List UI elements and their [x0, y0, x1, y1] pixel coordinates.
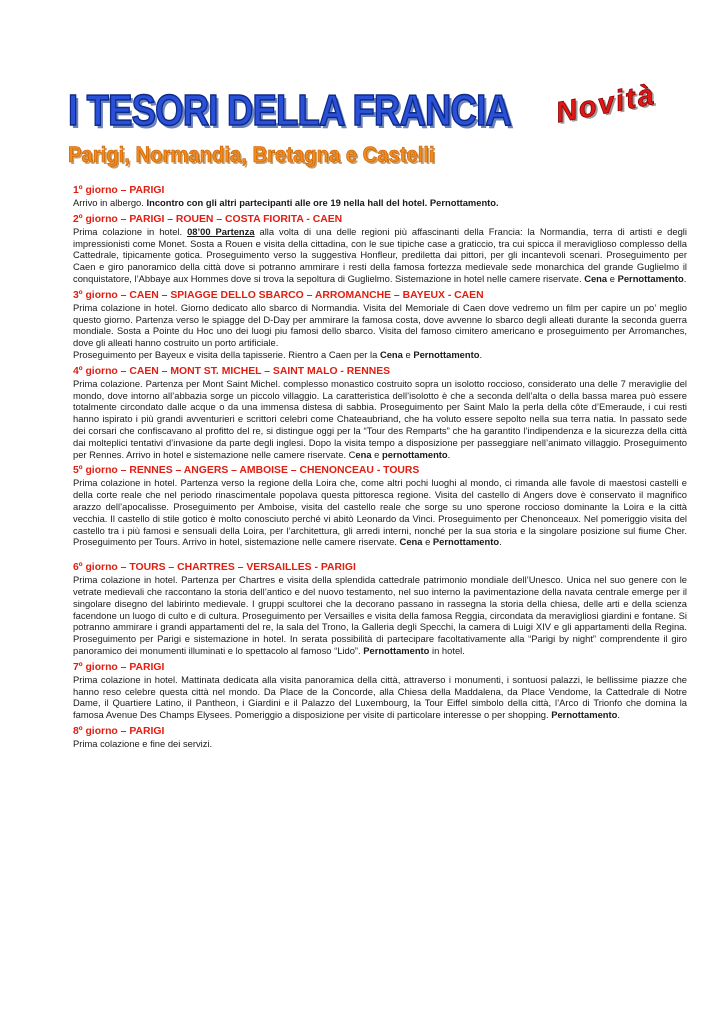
day-description: Prima colazione in hotel. 08’00 Partenza alla volta di una delle regioni più affascinanti della Francia: la Normandia, terra di artisti e degli impressionisti come Monet. Sosta a Rouen e visita della cittadina, con le sue tipiche case a graticcio, tra cui spicca il meraviglioso complesso della Cattedrale, tipicamente gotica. Proseguimento verso la suggestiva Honfleur, prediletta dai pittori, per gli incantevoli scenari. Proseguimento per Caen e giro panoramico della città dove si potranno ammirare i resti della famosa fortezza medievale sede monarchica del grande Guglielmo il conquistatore, l’Abbaye aux Hommes dove si trova la sepoltura di Guglielmo. Sistemazione in hotel nelle camere riservate. Cena e Pernottamento. [73, 225, 687, 284]
day-heading: 3º giorno – CAEN – SPIAGGE DELLO SBARCO – ARROMANCHE – BAYEUX - CAEN [73, 289, 484, 301]
day-heading: 4º giorno – CAEN – MONT ST. MICHEL – SAINT MALO - RENNES [73, 365, 391, 377]
day-6 [73, 561, 687, 657]
day-description: Prima colazione in hotel. Mattinata dedicata alla visita panoramica della città, attraverso i monumenti, i sontuosi palazzi, le bellissime piazze che hanno reso celebre questa città nel mondo. Da Place de la Concorde, alla Chiesa della Maddalena, da Place Vendome, la Cattedrale di Notre Dame, il Quartiere Latino, il Pantheon, i Giardini e il Palazzo del Luxembourg, la Tour Eiffel simbolo della città, l’Arco di Trionfo che domina la famosa Avenue Des Champs Elysees. Pomeriggio a disposizione per visite di particolare interesse o per shopping. Pernottamento. [73, 673, 687, 721]
day-description: Prima colazione in hotel. Partenza verso la regione della Loira che, come altri pochi luoghi al mondo, ci rimanda alle favole di maestosi castelli e della corte reale che nel periodo rinascimentale popolava questa pittoresca regione. Visita del castello di Angers dove è conservato il magnifico arazzo dell’apocalisse. Proseguimento per Amboise, visita del castello reale che sorge su uno sperone roccioso dominante la Loira e la città vecchia. Il castello di stile gotico è molto conosciuto perché vi abitò Leonardo da Vinci. Proseguimento per Chenonceaux. Nel pomeriggio visita del castello tra i più famosi e sensuali della Loira, per l’architettura, gli arredi interni, nonché per la sua storia e la singolare posizione sul fiume Cher. Proseguimento per Tours. Arrivo in hotel, sistemazione nelle camere riservate. Cena e Pernottamento. [73, 477, 687, 548]
day-2 [73, 213, 687, 285]
page-title: I TESORI DELLA FRANCIA [68, 86, 511, 135]
day-description: Prima colazione in hotel. Partenza per Chartres e visita della splendida cattedrale patrimonio mondiale dell’Unesco. Unica nel suo genere con le vetrate medievali che raccontano la storia dell’antico e del nuovo testamento, nel suo interno la pavimentazione della navata centrale emerge per il singolare disegno del labirinto medievale. I gruppi scultorei che la decorano passano in rassegna la storia della chiesa, delle arti e della scienza facendone un luogo di culto e di cultura. Proseguimento per Versailles e visita della famosa Reggia, circondata da meravigliosi giardini e fontane. Si potranno ammirare i grandi appartamenti del re, la sala del Trono, la Galleria degli Specchi, la camera di Luigi XIV e gli appartamenti della Regina. Proseguimento per Parigi e sistemazione in hotel. In serata possibilità di partecipare facoltativamente alla “Parigi by night” comprendente il giro panoramico dei monumenti illuminati e lo spettacolo al famoso “Lido”. Pernottamento in hotel. [73, 574, 687, 656]
day-7 [73, 661, 687, 721]
itinerary [73, 184, 687, 754]
day-4 [73, 365, 687, 461]
novelty-badge: Novità [553, 78, 659, 130]
day-heading: 5º giorno – RENNES – ANGERS – AMBOISE – CHENONCEAU - TOURS [73, 465, 420, 477]
day-description: Prima colazione. Partenza per Mont Saint Michel. complesso monastico costruito sopra un isolotto roccioso, considerato una delle 7 meraviglie del mondo, dove intorno all’abbazia sorge un piccolo villaggio. La caratteristica dell’isolotto è che a seconda dell’alta o della bassa marea può essere totalmente circondato dalle acque o da una immensa distesa di sabbia. Proseguimento per Saint Malo la perla della côte d’Emeraude, i cui resti hanno ispirato i più grandi avventurieri e scrittori celebri come Chateaubriand, che ha voluto essere sepolto nella sua terra natia. In passato sede dei corsari che confiscavano al profitto del re, si distingue oggi per la “Tour des Remparts” che ha garantito l’indipendenza e la sicurezza della città dai molteplici tentativi d’invasione da parte degli inglesi. Dopo la visita tempo a disposizione per passeggiare nell’animato villaggio. Proseguimento per Rennes. Arrivo in hotel e sistemazione nelle camere riservate. Cena e pernottamento. [73, 377, 687, 460]
day-description: Prima colazione e fine dei servizi. [73, 737, 213, 749]
page-subtitle: Parigi, Normandia, Bretagna e Castelli [68, 142, 435, 167]
day-5 [73, 464, 687, 548]
day-description: Arrivo in albergo. Incontro con gli altri partecipanti alle ore 19 nella hall del hotel. Pernottamento. [73, 197, 499, 208]
day-1 [73, 184, 687, 209]
day-heading: 2º giorno – PARIGI – ROUEN – COSTA FIORITA - CAEN [73, 213, 343, 225]
day-heading: 1º giorno – PARIGI [73, 185, 165, 196]
day-heading: 7º giorno – PARIGI [73, 661, 165, 673]
day-3 [73, 289, 687, 361]
day-heading: 6º giorno – TOURS – CHARTRES – VERSAILLES - PARIGI [73, 562, 356, 574]
day-description: Prima colazione in hotel. Giorno dedicato allo sbarco di Normandia. Visita del Memoriale di Caen dove vedremo un film per capire un po’ meglio questo giorno. Partenza verso le spiagge del D-Day per ammirare la famosa costa, dove avvenne lo sbarco degli alleati durante la seconda guerra mondiale. Sosta a Pointe du Hoc uno dei luogi piu famosi dello sbarco. Visita del famoso cimitero americano e proseguimento per Arromanches, dove gli alleati hanno costruito un porto artificiale. [73, 301, 687, 349]
day-description-continued: Proseguimento per Bayeux e visita della tapisserie. Rientro a Caen per la Cena e Pernottamento. [73, 348, 483, 360]
day-heading: 8º giorno – PARIGI [73, 725, 165, 737]
day-8 [73, 725, 687, 750]
